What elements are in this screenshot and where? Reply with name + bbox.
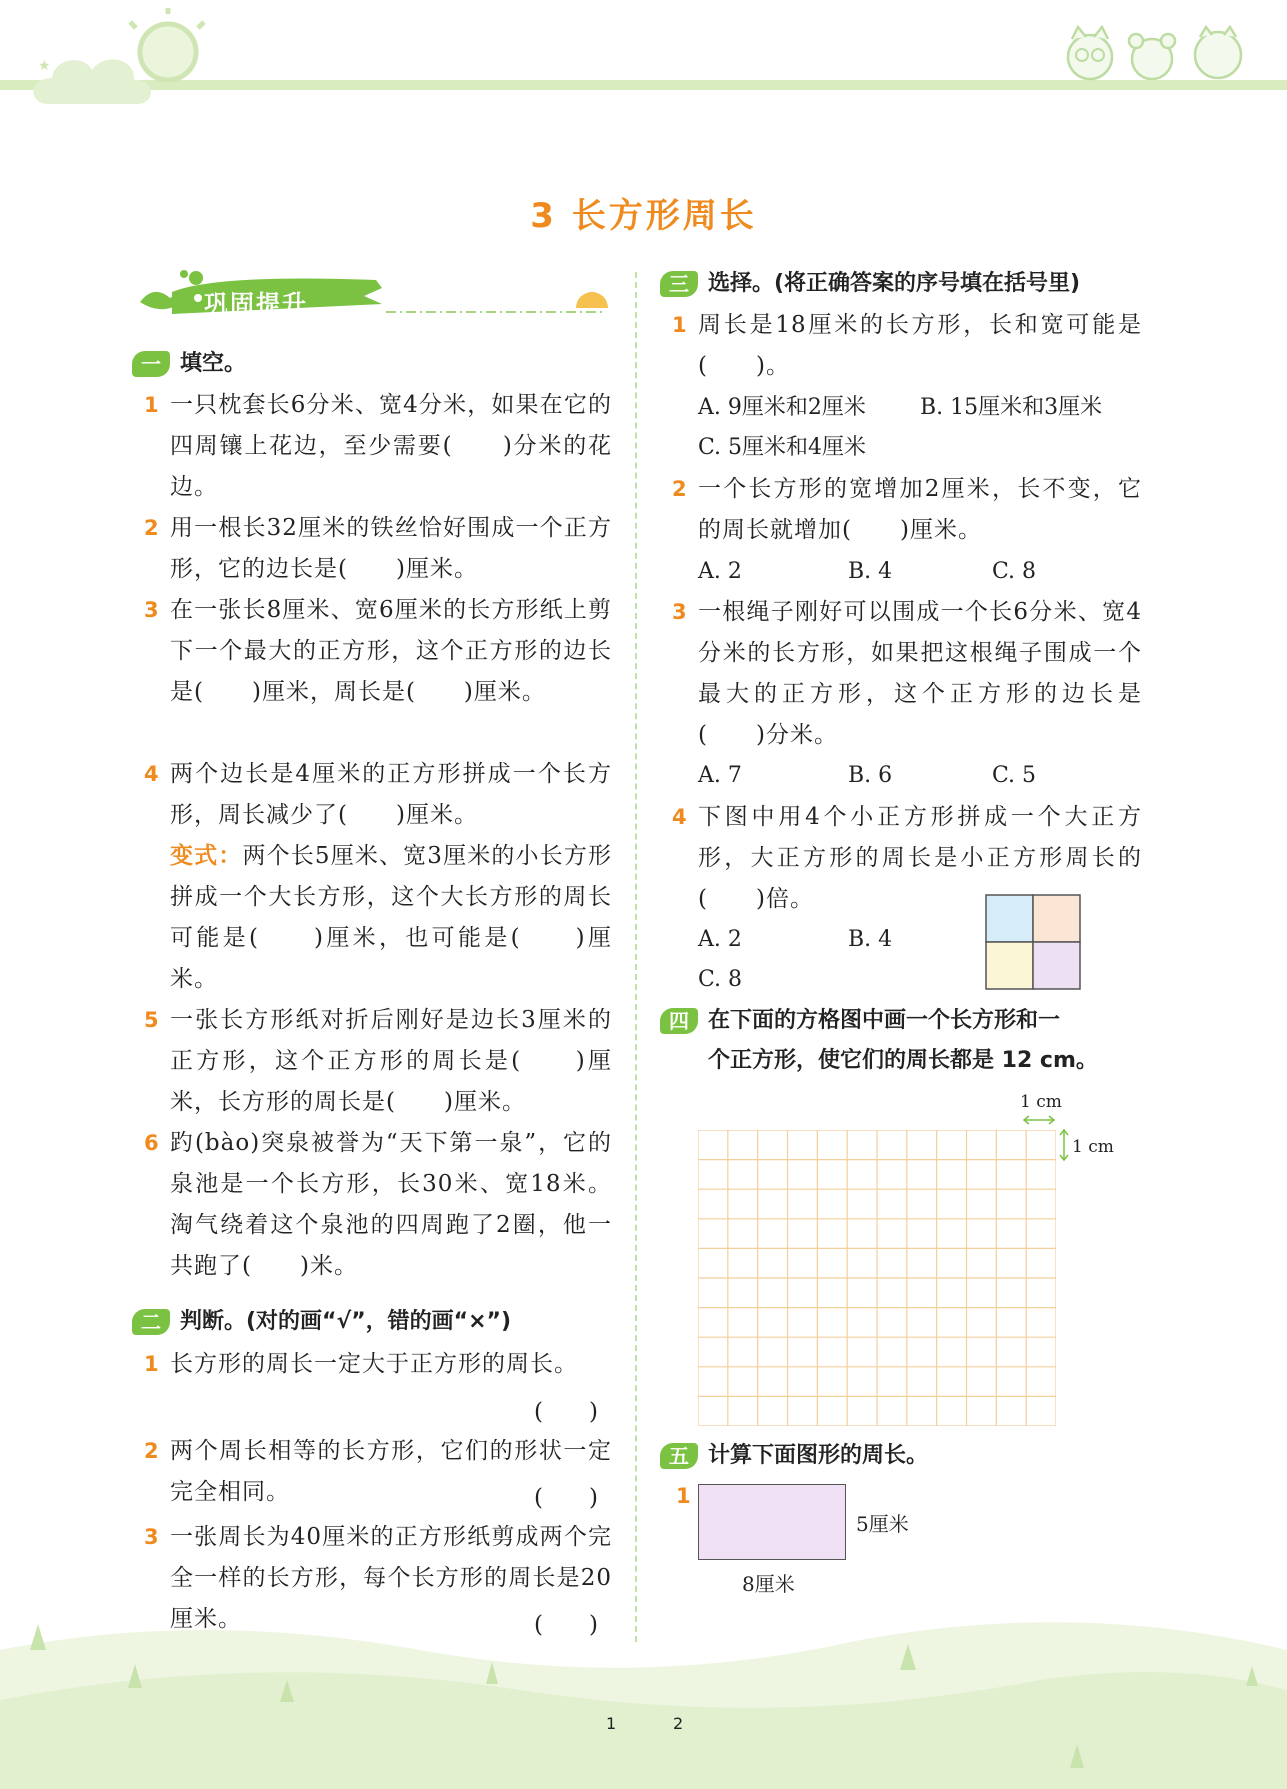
question-3-3: 3 一根绳子刚好可以围成一个长6分米、宽4分米的长方形，如果把这根绳子围成一个最大的正方形，这个正方形的边长是( )分米。: [672, 599, 1142, 748]
option-c[interactable]: C. 5厘米和4厘米: [698, 435, 867, 460]
option-c[interactable]: C. 8: [992, 559, 1037, 584]
banner-text: 巩固提升: [204, 290, 308, 318]
section-1-heading: [132, 344, 246, 384]
section-badge: 三: [660, 271, 698, 297]
question-5-1-number: 1: [676, 1484, 691, 1508]
option-b[interactable]: B. 4: [848, 927, 893, 952]
section-4-heading: [660, 1001, 1098, 1081]
option-a[interactable]: A. 7: [698, 763, 742, 788]
animals-icon: [1060, 25, 1255, 85]
page-number-right: 2: [673, 1714, 684, 1733]
question-2-2: 2 两个周长相等的长方形，它们的形状一定完全相同。: [144, 1438, 612, 1505]
question-1-4: 4 两个边长是4厘米的正方形拼成一个长方形，周长减少了( )厘米。: [144, 761, 612, 828]
section-title: 选择。(将正确答案的序号填在括号里): [708, 271, 1081, 296]
section-badge: 五: [660, 1443, 698, 1469]
section-3-heading: [660, 264, 1080, 304]
options-3-1: [698, 388, 1142, 468]
rectangle-side-label: 5厘米: [856, 1512, 909, 1536]
sun-cloud-icon: [18, 8, 208, 113]
answer-paren[interactable]: ( ): [534, 1485, 598, 1511]
section-title-line1: 在下面的方格图中画一个长方形和一: [708, 1008, 1061, 1033]
section-badge: 四: [660, 1008, 698, 1034]
question-3-1: 1 周长是18厘米的长方形，长和宽可能是( )。: [672, 312, 1142, 379]
question-3-4: 4 下图中用4个小正方形拼成一个大正方形，大正方形的周长是小正方形周长的( )倍。: [672, 804, 1142, 912]
question-1-6: 6 趵(bào)突泉被誉为“天下第一泉”，它的泉池是一个长方形，长30米、宽18米。淘气绕着这个泉池的四周跑了2圈，他一共跑了( )米。: [144, 1130, 612, 1279]
page-title: 3 长方形周长: [530, 196, 757, 236]
options-3-4: [698, 920, 998, 1000]
question-1-1: 1 一只枕套长6分米、宽4分米，如果在它的四周镶上花边，至少需要( )分米的花边。: [144, 392, 612, 500]
answer-paren[interactable]: ( ): [534, 1612, 598, 1638]
rectangle-bottom-label: 8厘米: [742, 1572, 795, 1596]
answer-paren[interactable]: ( ): [534, 1399, 598, 1425]
option-b[interactable]: B. 6: [848, 763, 893, 788]
unit-label-vertical: 1 cm: [1072, 1137, 1114, 1157]
section-badge: 一: [132, 351, 170, 377]
section-title-line2: 个正方形，使它们的周长都是 12 cm。: [708, 1048, 1098, 1073]
question-1-3: 3 在一张长8厘米、宽6厘米的长方形纸上剪下一个最大的正方形，这个正方形的边长是( )厘米，周长是( )厘米。: [144, 597, 612, 705]
option-a[interactable]: A. 2: [698, 927, 742, 952]
question-1-5: 5 一张长方形纸对折后刚好是边长3厘米的正方形，这个正方形的周长是( )厘米，长方形的周长是( )厘米。: [144, 1007, 612, 1115]
question-2-1: 1 长方形的周长一定大于正方形的周长。: [144, 1351, 578, 1377]
options-3-3: [698, 756, 1142, 796]
unit-label-horizontal: 1 cm: [1020, 1092, 1062, 1112]
svg-text:★: ★: [38, 58, 51, 74]
question-1-4-variant: 变式：两个长5厘米、宽3厘米的小长方形拼成一个大长方形，这个大长方形的周长可能是( )厘米，也可能是( )厘米。: [170, 843, 612, 992]
question-1-2: 2 用一根长32厘米的铁丝恰好围成一个正方形，它的边长是( )厘米。: [144, 515, 612, 582]
option-b[interactable]: B. 15厘米和3厘米: [920, 395, 1103, 420]
section-title: 判断。(对的画“√”，错的画“×”): [180, 1309, 512, 1334]
section-title: 填空。: [180, 351, 247, 376]
rectangle-figure: [698, 1484, 846, 1560]
option-b[interactable]: B. 4: [848, 559, 893, 584]
column-divider: [635, 272, 637, 1642]
page-number-left: 1: [606, 1714, 617, 1733]
section-title: 计算下面图形的周长。: [708, 1443, 929, 1468]
options-3-2: [698, 552, 1142, 592]
option-a[interactable]: A. 2: [698, 559, 742, 584]
square-grid[interactable]: [698, 1130, 1056, 1426]
section-badge: 二: [132, 1309, 170, 1335]
footer-hills: [0, 1610, 1287, 1789]
section-5-heading: [660, 1436, 928, 1476]
option-c[interactable]: C. 8: [698, 967, 743, 992]
four-squares-figure: [985, 894, 1081, 990]
option-c[interactable]: C. 5: [992, 763, 1037, 788]
question-3-2: 2 一个长方形的宽增加2厘米，长不变，它的周长就增加( )厘米。: [672, 476, 1142, 543]
question-2-3: 3 一张周长为40厘米的正方形纸剪成两个完全一样的长方形，每个长方形的周长是20厘米。: [144, 1524, 612, 1632]
section-2-heading: [132, 1302, 511, 1342]
option-a[interactable]: A. 9厘米和2厘米: [698, 395, 866, 420]
